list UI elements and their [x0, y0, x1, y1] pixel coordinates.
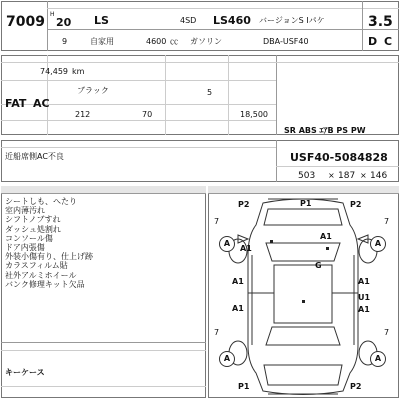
comment-line: 社外アルミホイール — [5, 270, 77, 280]
comment-bottom: キーケース — [5, 368, 45, 377]
comment-line: カラスフィルム貼 — [5, 261, 68, 271]
make: LS — [94, 14, 109, 27]
price: 18,500 — [240, 110, 268, 119]
car-outline-diagram — [208, 195, 399, 398]
seven-top-left: 7 — [214, 217, 220, 226]
chassis-number: USF40-5084828 — [290, 151, 388, 164]
length: 70 — [142, 110, 153, 119]
dmg-a-rear-left-wheel: A — [219, 351, 235, 367]
displacement-unit: ㏄ — [170, 37, 178, 46]
year-unit: 9 — [62, 37, 68, 46]
seven-bottom-right: 7 — [384, 328, 390, 337]
seven-bottom-left: 7 — [214, 328, 220, 337]
equipment: SR ABS ｴｱB PS PW — [284, 126, 366, 135]
dim-x2: × — [360, 171, 367, 180]
type-code: DBA-USF40 — [263, 37, 309, 46]
grade: バージョンS Iパケ — [259, 16, 325, 25]
dim-width: 187 — [338, 171, 356, 181]
engine-size: 3.5 — [368, 14, 393, 30]
mileage-unit: km — [72, 67, 85, 76]
comment-line: コンソール傷 — [5, 233, 53, 243]
era: H — [50, 11, 55, 18]
comment-line: シフトノブすれ — [5, 215, 61, 225]
dim-length: 503 — [298, 171, 316, 181]
year: 20 — [56, 16, 72, 29]
fuel: ガソリン — [190, 37, 222, 46]
mark-dot — [302, 300, 305, 303]
seats: 5 — [207, 88, 213, 97]
doors: 4SD — [180, 16, 197, 25]
score-left: D — [368, 35, 378, 48]
use-type: 自家用 — [90, 37, 114, 46]
dmg-g-roof: G — [315, 261, 322, 270]
dmg-a1-front-left: A1 — [240, 244, 252, 253]
dmg-a-front-left-wheel: A — [219, 236, 235, 252]
dmg-a1-rear-left: A1 — [232, 304, 244, 313]
lot-number: 7009 — [6, 14, 45, 30]
dmg-a1-side-left: A1 — [232, 277, 244, 286]
comment-line: ダッシュ処割れ — [5, 224, 61, 234]
seven-top-right: 7 — [384, 217, 390, 226]
mark-dot — [326, 247, 329, 250]
dim-x1: × — [328, 171, 335, 180]
dmg-p1-front: P1 — [300, 199, 312, 208]
dmg-p2-front-right: P2 — [350, 200, 362, 209]
comment-line: バンク修理キット欠品 — [5, 279, 85, 289]
dmg-p1-rear-left: P1 — [238, 382, 250, 391]
weight: 212 — [75, 110, 91, 119]
dmg-u1: U1 — [358, 293, 371, 302]
dmg-a1-front-right: A1 — [320, 232, 332, 241]
comment-line: 外装小傷有り、仕上げ跡 — [5, 252, 93, 262]
notes-text: 近船席側AC不良 — [5, 152, 64, 161]
model: LS460 — [213, 14, 251, 27]
mileage: 74,459 — [40, 67, 68, 76]
dmg-p2-front-left: P2 — [238, 200, 250, 209]
dmg-a-front-right-wheel: A — [370, 236, 386, 252]
dim-height: 146 — [370, 171, 388, 181]
dmg-p2-rear-right: P2 — [350, 382, 362, 391]
dmg-a1-rear-right: A1 — [358, 305, 370, 314]
color: ブラック — [77, 86, 109, 95]
transmission: FAT — [5, 97, 27, 110]
comment-line: 室内薄汚れ — [5, 206, 45, 216]
dmg-a-rear-right-wheel: A — [370, 351, 386, 367]
displacement: 4600 — [146, 37, 167, 46]
score-right: C — [384, 35, 393, 48]
dmg-a1-side-right: A1 — [358, 277, 370, 286]
mark-dot — [270, 240, 273, 243]
comment-line: ドア内張傷 — [5, 243, 45, 252]
ac: AC — [33, 97, 50, 110]
comment-line: シートしも、へたり — [5, 197, 77, 206]
